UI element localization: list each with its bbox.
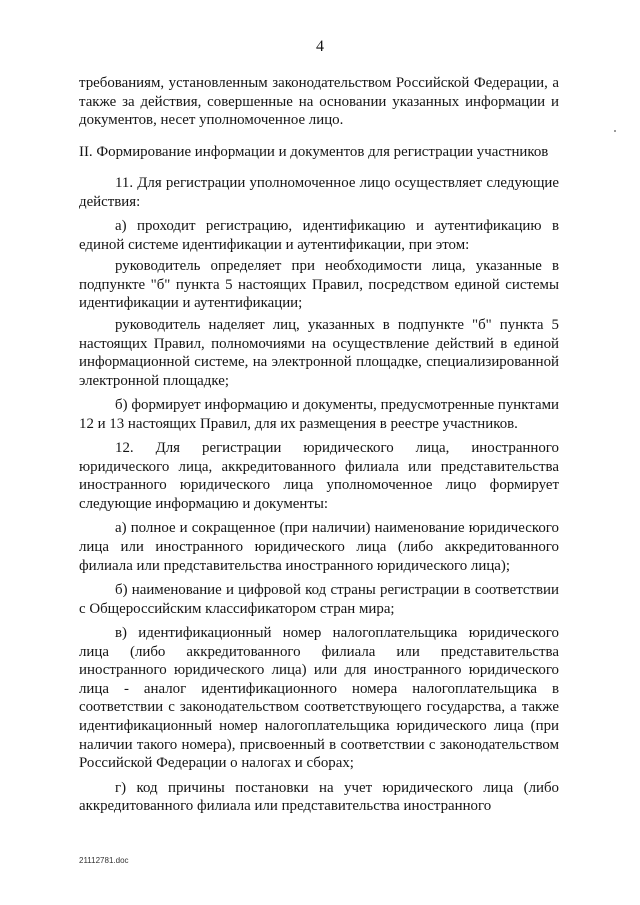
document-body: [79, 74, 559, 816]
footer-filename: 21112781.doc: [79, 856, 129, 865]
subparagraph-12a: а) полное и сокращенное (при наличии) наименование юридического лица или иностранного юридического лица (либо аккредитованного филиала или представительства иностранного юридического лица);: [79, 520, 559, 574]
subparagraph-12b: б) наименование и цифровой код страны регистрации в соответствии с Общероссийским классификатором стран мира;: [79, 582, 559, 617]
subparagraph-11a-1: руководитель определяет при необходимости лица, указанные в подпункте "б" пункта 5 настоящих Правил, посредством единой системы идентификации и аутентификации;: [79, 258, 559, 312]
subparagraph-11a: а) проходит регистрацию, идентификацию и аутентификацию в единой системе идентификации и аутентификации, при этом:: [79, 218, 559, 253]
subparagraph-12d: г) код причины постановки на учет юридического лица (либо аккредитованного филиала или представительства иностранного: [79, 779, 559, 815]
continued-paragraph: требованиям, установленным законодательством Российской Федерации, а также за действия, совершенные на основании указанных информации и документов, несет уполномоченное лицо.: [79, 75, 559, 129]
section-heading: II. Формирование информации и документов для регистрации участников: [79, 143, 549, 160]
paragraph-12: 12. Для регистрации юридического лица, иностранного юридического лица, аккредитованного филиала или представительства иностранного юридического лица уполномоченное лицо формирует следующие информацию и документы:: [79, 440, 559, 512]
scan-speck: [614, 130, 616, 132]
subparagraph-12c: в) идентификационный номер налогоплательщика юридического лица (либо аккредитованного филиала или представительства иностранного юридического лица) или для иностранного юридического лица - аналог идентификационного номера налогоплательщика в соответствии с законодательством соответствующего государства, а также идентификационный номер налогоплательщика юридического лица (при наличии такого номера), присвоенный в соответствии с законодательством Российской Федерации о налогах и сборах;: [79, 625, 559, 772]
paragraph-11: 11. Для регистрации уполномоченное лицо осуществляет следующие действия:: [79, 175, 559, 210]
subparagraph-11a-2: руководитель наделяет лиц, указанных в подпункте "б" пункта 5 настоящих Правил, полномочиями на осуществление действий в единой информационной системе, на электронной площадке, специализированной электронной площадке;: [79, 317, 559, 389]
page-number: 4: [316, 38, 324, 55]
subparagraph-11b: б) формирует информацию и документы, предусмотренные пунктами 12 и 13 настоящих Правил, для их размещения в реестре участников.: [79, 397, 559, 432]
